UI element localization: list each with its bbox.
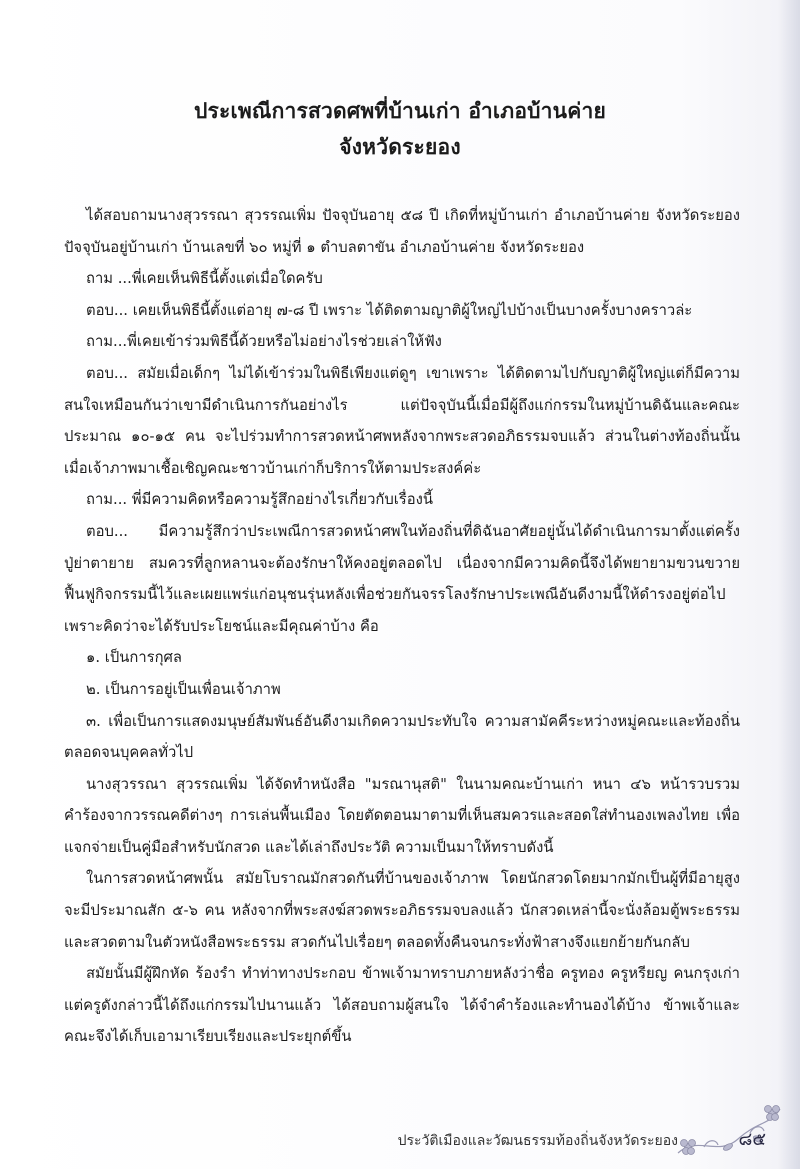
paragraph-book-description: นางสุวรรณา สุวรรณเพิ่ม ได้จัดทำหนังสือ "มรณานุสติ" ในนามคณะบ้านเก่า หนา ๔๖ หน้ารวบรวมคำร้องจากวรรณคดีต่างๆ การเล่นพื้นเมือง โดยตัดตอนมาตามที่เห็นสมควรและสอดใส่ทำนองเพลงไทย เพื่อแจกจ่ายเป็นคู่มือสำหรับนักสวด และได้เล่าถึงประวัติ ความเป็นมาให้ทราบดังนี้: [64, 775, 740, 856]
paragraph-intro: ได้สอบถามนางสุวรรณา สุวรรณเพิ่ม ปัจจุบันอายุ ๕๘ ปี เกิดที่หมู่บ้านเก่า อำเภอบ้านค่าย จังหวัดระยอง ปัจจุบันอยู่บ้านเก่า บ้านเลขที่ ๖๐ หมู่ที่ ๑ ตำบลตาขัน อำเภอบ้านค่าย จังหวัดระยอง: [64, 207, 740, 256]
paragraph-teachers: สมัยนั้นมีผู้ฝึกหัด ร้องรำ ทำท่าทางประกอบ ข้าพเจ้ามาทราบภายหลังว่าชื่อ ครูทอง ครูหรียญ คนกรุงเก่า แต่ครูดังกล่าวนี้ได้ถึงแก่กรรมไปนานแล้ว ได้สอบถามผู้สนใจ ได้จำคำร้องและทำนองได้บ้าง ข้าพเจ้าและคณะจึงได้เก็บเอามาเรียบเรียงและประยุกต์ขึ้น: [64, 965, 740, 1046]
paragraph-history: ในการสวดหน้าศพนั้น สมัยโบราณมักสวดกันที่บ้านของเจ้าภาพ โดยนักสวดโดยมากมักเป็นผู้ที่มีอายุสูง จะมีประมาณสัก ๕-๖ คน หลังจากที่พระสงฆ์สวดพระอภิธรรมจบลงแล้ว นักสวดเหล่านี้จะนั่งล้อมตู้พระธรรมและสวดตามในตัวหนังสือพระธรรม สวดกันไปเรื่อยๆ ตลอดทั้งคืนจนกระทั่งฟ้าสางจึงแยกย้ายกันกลับ: [64, 870, 740, 951]
paragraph-question-1: ถาม ...พี่เคยเห็นพิธีนี้ตั้งแต่เมื่อใดครับ: [86, 270, 323, 288]
paragraph-question-3: ถาม... พี่มีความคิดหรือความรู้สึกอย่างไรเกี่ยวกับเรื่องนี้: [86, 491, 433, 509]
page-title-line-2: จังหวัดระยอง: [339, 134, 461, 159]
page-number: ๘๕: [738, 1129, 766, 1150]
paragraph-answer-1: ตอบ... เคยเห็นพิธีนี้ตั้งแต่อายุ ๗-๘ ปี เพราะ ได้ติดตามญาติผู้ใหญ่ไปบ้างเป็นบางครั้งบางคราวล่ะ: [86, 301, 693, 319]
paragraph-answer-2: ตอบ... สมัยเมื่อเด็กๆ ไม่ได้เข้าร่วมในพิธีเพียงแต่ดูๆ เขาเพราะ ได้ติดตามไปกับญาติผู้ใหญ่แต่ก็มีความสนใจเหมือนกันว่าเขามีดำเนินการกันอย่างไร แต่ปัจจุบันนี้เมื่อมีผู้ถึงแก่กรรมในหมู่บ้านดิฉันและคณะประมาณ ๑๐-๑๕ คน จะไปร่วมทำการสวดหน้าศพหลังจากพระสวดอภิธรรมจบแล้ว ส่วนในต่างท้องถิ่นนั้นเมื่อเจ้าภาพมาเชื้อเชิญคณะชาวบ้านเก่าก็บริการให้ตามประสงค์ค่ะ: [64, 364, 740, 477]
list-item-3: ๓. เพื่อเป็นการแสดงมนุษย์สัมพันธ์อันดีงามเกิดความประทับใจ ความสามัคคีระหว่างหมู่คณะและท้องถิ่น ตลอดจนบุคคลทั่วไป: [64, 712, 740, 762]
page-spine-shadow: [778, 0, 800, 1169]
paragraph-answer-3: ตอบ... มีความรู้สึกว่าประเพณีการสวดหน้าศพในท้องถิ่นที่ดิฉันอาศัยอยู่นั้นได้ดำเนินการมาตั้งแต่ครั้งปู่ย่าตายาย สมควรที่ลูกหลานจะต้องรักษาให้คงอยู่ตลอดไป เนื่องจากมีความคิดนี้จึงได้พยายามขวนขวายฟื้นฟูกิจกรรมนี้ไว้และเผยแพร่แก่อนุชนรุ่นหลังเพื่อช่วยกันจรรโลงรักษาประเพณีอันดีงามนี้ให้ดำรงอยู่ต่อไปเพราะคิดว่าจะได้รับประโยชน์และมีคุณค่าบ้าง คือ: [64, 522, 740, 635]
list-item-1: ๑. เป็นการกุศล: [86, 649, 182, 667]
article-body: [64, 200, 740, 1053]
floral-vine-icon: [674, 1095, 784, 1167]
footer-book-title: ประวัติเมืองและวัฒนธรรมท้องถิ่นจังหวัดระยอง: [397, 1133, 678, 1149]
paragraph-question-2: ถาม...พี่เคยเข้าร่วมพิธีนี้ด้วยหรือไม่อย่างไรช่วยเล่าให้ฟัง: [86, 333, 442, 351]
page-title: ประเพณีการสวดศพที่บ้านเก่า อำเภอบ้านค่าย: [194, 98, 606, 123]
list-item-2: ๒. เป็นการอยู่เป็นเพื่อนเจ้าภาพ: [86, 680, 281, 698]
